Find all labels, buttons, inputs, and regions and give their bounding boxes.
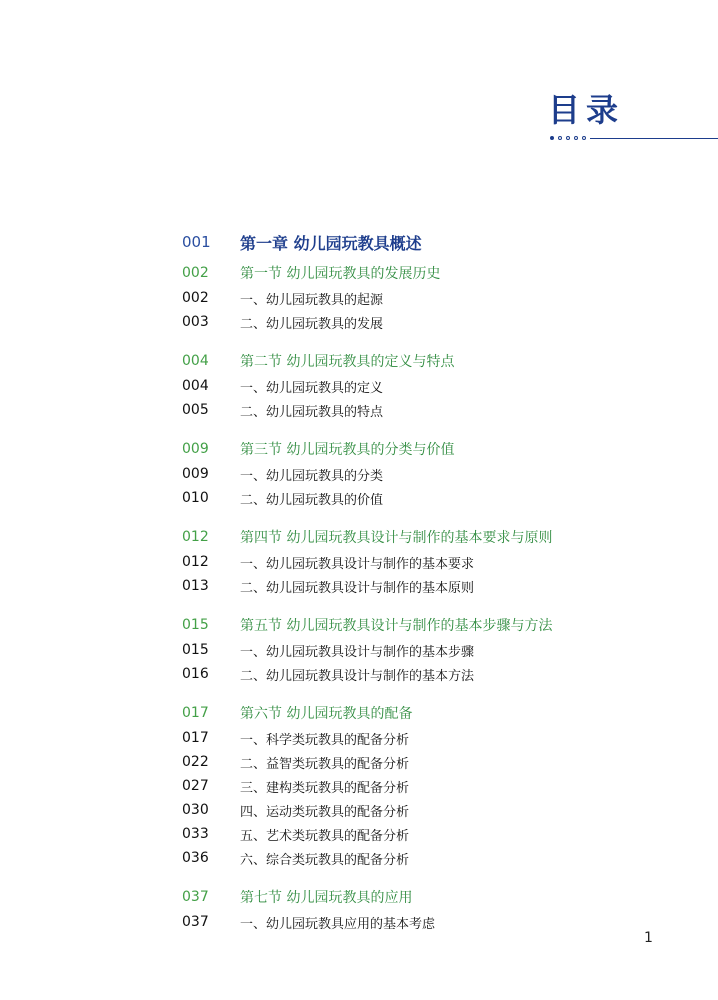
title-underline-ornament xyxy=(550,136,718,142)
page-title: 目录 xyxy=(548,91,625,129)
toc-item-title: 一、幼儿园玩教具的分类 xyxy=(240,468,384,484)
toc-page-number: 009 xyxy=(182,466,209,482)
toc-page-number: 027 xyxy=(182,778,209,794)
toc-page-number: 015 xyxy=(182,642,209,658)
toc-item-entry[interactable] xyxy=(182,398,702,422)
toc-item-title: 六、综合类玩教具的配备分析 xyxy=(240,852,410,868)
toc-item-entry[interactable] xyxy=(182,846,702,870)
toc-page-number: 036 xyxy=(182,850,209,866)
toc-item-entry[interactable] xyxy=(182,798,702,822)
toc-item-entry[interactable] xyxy=(182,550,702,574)
toc-section-entry[interactable] xyxy=(182,436,702,462)
toc-section-entry[interactable] xyxy=(182,524,702,550)
toc-section-title: 第二节 幼儿园玩教具的定义与特点 xyxy=(240,354,455,370)
toc-item-entry[interactable] xyxy=(182,286,702,310)
toc-page-number: 017 xyxy=(182,705,209,721)
toc-item-title: 一、幼儿园玩教具的起源 xyxy=(240,292,384,308)
toc-section-title: 第四节 幼儿园玩教具设计与制作的基本要求与原则 xyxy=(240,530,553,546)
toc-page-number: 002 xyxy=(182,265,209,281)
title-dots-ornament xyxy=(550,136,586,140)
toc-item-title: 一、幼儿园玩教具设计与制作的基本步骤 xyxy=(240,644,475,660)
toc-page-number: 033 xyxy=(182,826,209,842)
toc-section-entry[interactable] xyxy=(182,260,702,286)
toc-item-entry[interactable] xyxy=(182,822,702,846)
toc-page-number: 037 xyxy=(182,889,209,905)
toc-section-title: 第三节 幼儿园玩教具的分类与价值 xyxy=(240,442,455,458)
toc-page-number: 004 xyxy=(182,353,209,369)
toc-page-number: 009 xyxy=(182,441,209,457)
toc-item-title: 四、运动类玩教具的配备分析 xyxy=(240,804,410,820)
toc-item-title: 一、幼儿园玩教具设计与制作的基本要求 xyxy=(240,556,475,572)
toc-section-title: 第七节 幼儿园玩教具的应用 xyxy=(240,890,413,906)
toc-chapter-title: 第一章 幼儿园玩教具概述 xyxy=(240,233,422,253)
toc-page-number: 005 xyxy=(182,402,209,418)
toc-item-title: 一、幼儿园玩教具应用的基本考虑 xyxy=(240,916,436,932)
toc-page-number: 013 xyxy=(182,578,209,594)
toc-section-entry[interactable] xyxy=(182,612,702,638)
toc-page-number: 003 xyxy=(182,314,209,330)
toc-section-entry[interactable] xyxy=(182,348,702,374)
ornament-dot xyxy=(582,136,586,140)
toc-page-number: 037 xyxy=(182,914,209,930)
toc-item-title: 一、科学类玩教具的配备分析 xyxy=(240,732,410,748)
toc-item-title: 五、艺术类玩教具的配备分析 xyxy=(240,828,410,844)
toc-page-number: 016 xyxy=(182,666,209,682)
toc-page-number: 022 xyxy=(182,754,209,770)
toc-item-title: 一、幼儿园玩教具的定义 xyxy=(240,380,384,396)
title-rule-line xyxy=(590,138,718,139)
toc-page-number: 002 xyxy=(182,290,209,306)
toc-item-entry[interactable] xyxy=(182,662,702,686)
ornament-dot xyxy=(566,136,570,140)
toc-item-entry[interactable] xyxy=(182,638,702,662)
toc-item-title: 二、益智类玩教具的配备分析 xyxy=(240,756,410,772)
toc-page-number: 030 xyxy=(182,802,209,818)
toc-page-number: 001 xyxy=(182,233,211,251)
toc-page-number: 010 xyxy=(182,490,209,506)
toc-item-entry[interactable] xyxy=(182,726,702,750)
toc-item-entry[interactable] xyxy=(182,310,702,334)
toc-item-title: 二、幼儿园玩教具设计与制作的基本方法 xyxy=(240,668,475,684)
toc-section-title: 第一节 幼儿园玩教具的发展历史 xyxy=(240,266,441,282)
toc-page-number: 012 xyxy=(182,529,209,545)
toc-item-title: 二、幼儿园玩教具的发展 xyxy=(240,316,384,332)
toc-page-number: 004 xyxy=(182,378,209,394)
ornament-dot xyxy=(550,136,554,140)
toc-item-entry[interactable] xyxy=(182,574,702,598)
toc-chapter-entry[interactable] xyxy=(182,228,702,256)
toc-section-entry[interactable] xyxy=(182,700,702,726)
toc-page-number: 017 xyxy=(182,730,209,746)
page-number: 1 xyxy=(644,930,653,946)
toc-section-title: 第五节 幼儿园玩教具设计与制作的基本步骤与方法 xyxy=(240,618,553,634)
ornament-dot xyxy=(558,136,562,140)
toc-page-number: 012 xyxy=(182,554,209,570)
toc-item-title: 三、建构类玩教具的配备分析 xyxy=(240,780,410,796)
toc-page-number: 015 xyxy=(182,617,209,633)
toc-item-title: 二、幼儿园玩教具的价值 xyxy=(240,492,384,508)
toc-item-entry[interactable] xyxy=(182,374,702,398)
toc-item-entry[interactable] xyxy=(182,486,702,510)
toc-item-entry[interactable] xyxy=(182,750,702,774)
table-of-contents xyxy=(182,228,702,934)
toc-item-entry[interactable] xyxy=(182,910,702,934)
toc-item-entry[interactable] xyxy=(182,774,702,798)
toc-item-title: 二、幼儿园玩教具设计与制作的基本原则 xyxy=(240,580,475,596)
toc-section-title: 第六节 幼儿园玩教具的配备 xyxy=(240,706,413,722)
toc-item-entry[interactable] xyxy=(182,462,702,486)
ornament-dot xyxy=(574,136,578,140)
toc-item-title: 二、幼儿园玩教具的特点 xyxy=(240,404,384,420)
toc-section-entry[interactable] xyxy=(182,884,702,910)
